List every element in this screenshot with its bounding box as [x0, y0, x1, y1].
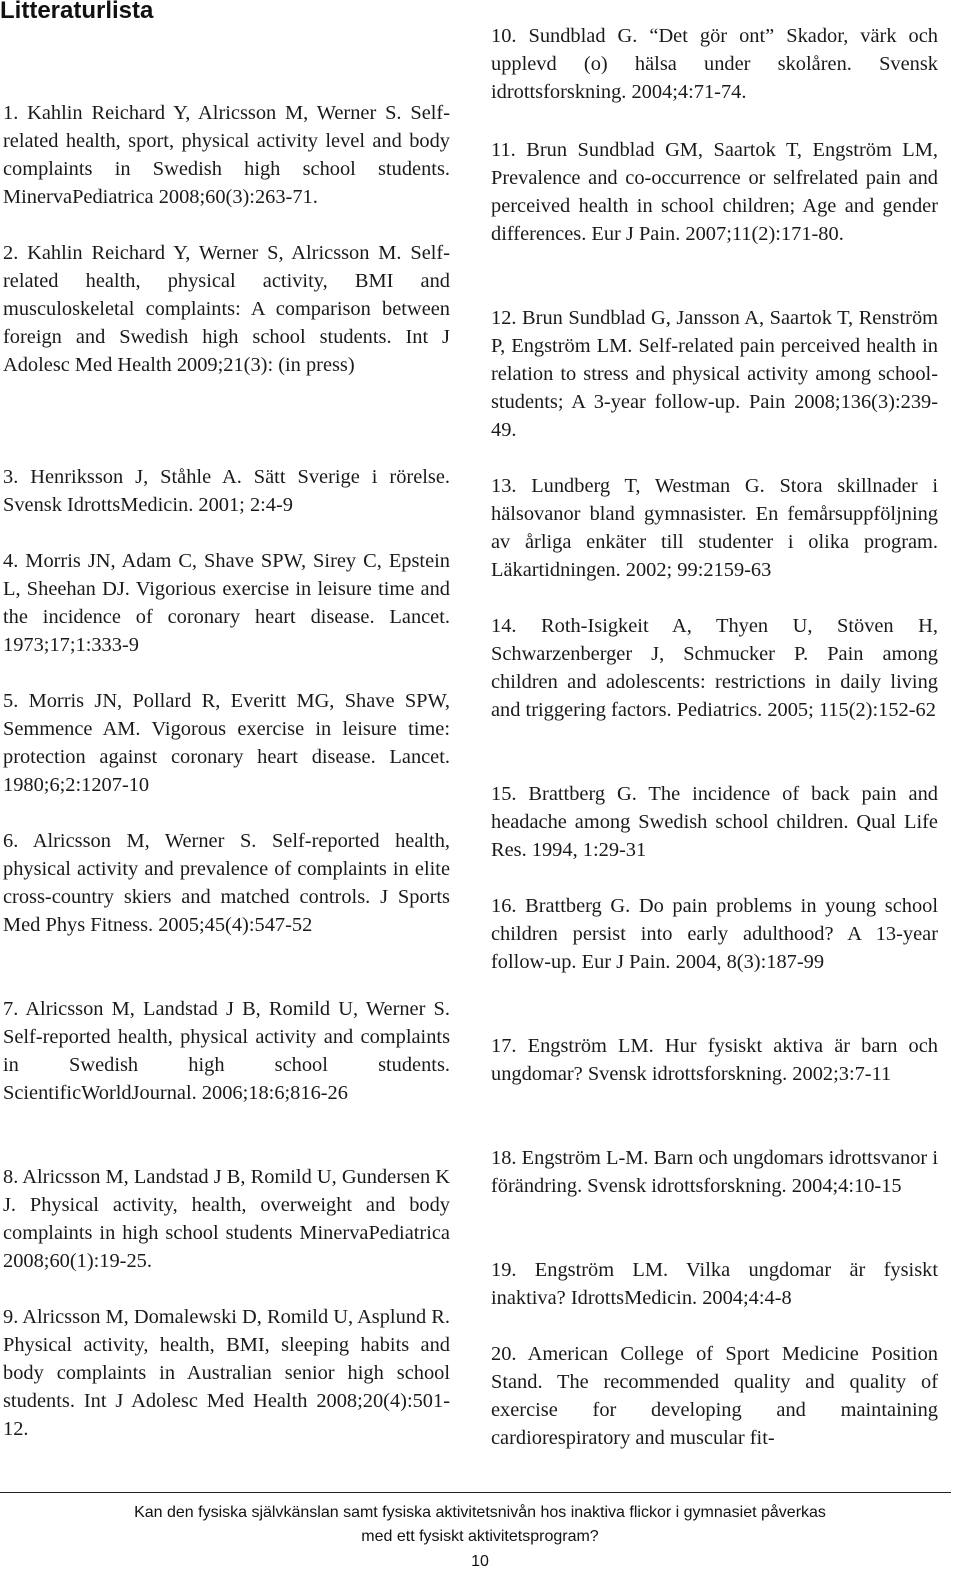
reference-item: 9. Alricsson M, Domalewski D, Romild U, Asplund R. Physical activity, health, BMI, sleeping habits and body complaints in Australian senior high school students. Int J Adolesc Med Health 2008;20(4):501-12. [3, 1306, 450, 1440]
reference-item: 14. Roth-Isigkeit A, Thyen U, Stöven H, Schwarzenberger J, Schmucker P. Pain among children and adolescents: restrictions in daily living and triggering factors. Pediatrics. 2005; 115(2):152-62 [491, 615, 938, 721]
reference-item: 16. Brattberg G. Do pain problems in young school children persist into early adulthood? A 13-year follow-up. Eur J Pain. 2004, 8(3):187-99 [491, 895, 938, 973]
reference-item: 1. Kahlin Reichard Y, Alricsson M, Werner S. Self-related health, sport, physical activity level and body complaints in Swedish high school students. MinervaPediatrica 2008;60(3):263-71. [3, 102, 450, 208]
reference-item: 12. Brun Sundblad G, Jansson A, Saartok T, Renström P, Engström LM. Self-related pain perceived health in relation to stress and physical activity among school-students; A 3-year follow-up. Pain 2008;136(3):239-49. [491, 307, 938, 441]
reference-item: 4. Morris JN, Adam C, Shave SPW, Sirey C, Epstein L, Sheehan DJ. Vigorious exercise in leisure time and the incidence of coronary heart disease. Lancet. 1973;17;1:333-9 [3, 550, 450, 656]
reference-item: 17. Engström LM. Hur fysiskt aktiva är barn och ungdomar? Svensk idrottsforskning. 2002;3:7-11 [491, 1035, 938, 1085]
reference-item: 13. Lundberg T, Westman G. Stora skillnader i hälsovanor bland gymnasister. En femårsuppföljning av årliga enkäter till studenter i olika program. Läkartidningen. 2002; 99:2159-63 [491, 475, 938, 581]
reference-item: 18. Engström L-M. Barn och ungdomars idrottsvanor i förändring. Svensk idrottsforskning. 2004;4:10-15 [491, 1147, 938, 1197]
reference-item: 6. Alricsson M, Werner S. Self-reported health, physical activity and prevalence of complaints in elite cross-country skiers and matched controls. J Sports Med Phys Fitness. 2005;45(4):547-52 [3, 830, 450, 936]
reference-item: 7. Alricsson M, Landstad J B, Romild U, Werner S. Self-reported health, physical activity and complaints in Swedish high school students. ScientificWorldJournal. 2006;18:6;816-26 [3, 998, 450, 1104]
reference-item: 19. Engström LM. Vilka ungdomar är fysiskt inaktiva? IdrottsMedicin. 2004;4:4-8 [491, 1259, 938, 1309]
reference-item: 5. Morris JN, Pollard R, Everitt MG, Shave SPW, Semmence AM. Vigorous exercise in leisure time: protection against coronary heart disease. Lancet. 1980;6;2:1207-10 [3, 690, 450, 796]
page-number: 10 [471, 1553, 489, 1570]
reference-item: 2. Kahlin Reichard Y, Werner S, Alricsson M. Self-related health, physical activity, BMI and musculoskeletal complaints: A comparison between foreign and Swedish high school students. Int J Adolesc Med Health 2009;21(3): (in press) [3, 242, 450, 376]
footer-divider [0, 1492, 951, 1493]
page-heading: Litteraturlista [0, 0, 154, 24]
reference-item: 8. Alricsson M, Landstad J B, Romild U, Gundersen K J. Physical activity, health, overweight and body complaints in high school students MinervaPediatrica 2008;60(1):19-25. [3, 1166, 450, 1272]
reference-item: 11. Brun Sundblad GM, Saartok T, Engström LM, Prevalence and co-occurrence or selfrelated pain and perceived health in school children; Age and gender differences. Eur J Pain. 2007;11(2):171-80. [491, 139, 938, 245]
reference-item: 20. American College of Sport Medicine Position Stand. The recommended quality and quality of exercise for developing and maintaining cardiorespiratory and muscular fit- [491, 1343, 938, 1449]
footer-title-line2: med ett fysiskt aktivitetsprogram? [361, 1528, 599, 1545]
reference-item: 15. Brattberg G. The incidence of back pain and headache among Swedish school children. Qual Life Res. 1994, 1:29-31 [491, 783, 938, 861]
reference-item: 10. Sundblad G. “Det gör ont” Skador, värk och upplevd (o) hälsa under skolåren. Svensk idrottsforskning. 2004;4:71-74. [491, 25, 938, 103]
footer-title-line1: Kan den fysiska självkänslan samt fysiska aktivitetsnivån hos inaktiva flickor i gymnasiet påverkas [134, 1504, 826, 1521]
reference-item: 3. Henriksson J, Ståhle A. Sätt Sverige i rörelse. Svensk IdrottsMedicin. 2001; 2:4-9 [3, 466, 450, 516]
